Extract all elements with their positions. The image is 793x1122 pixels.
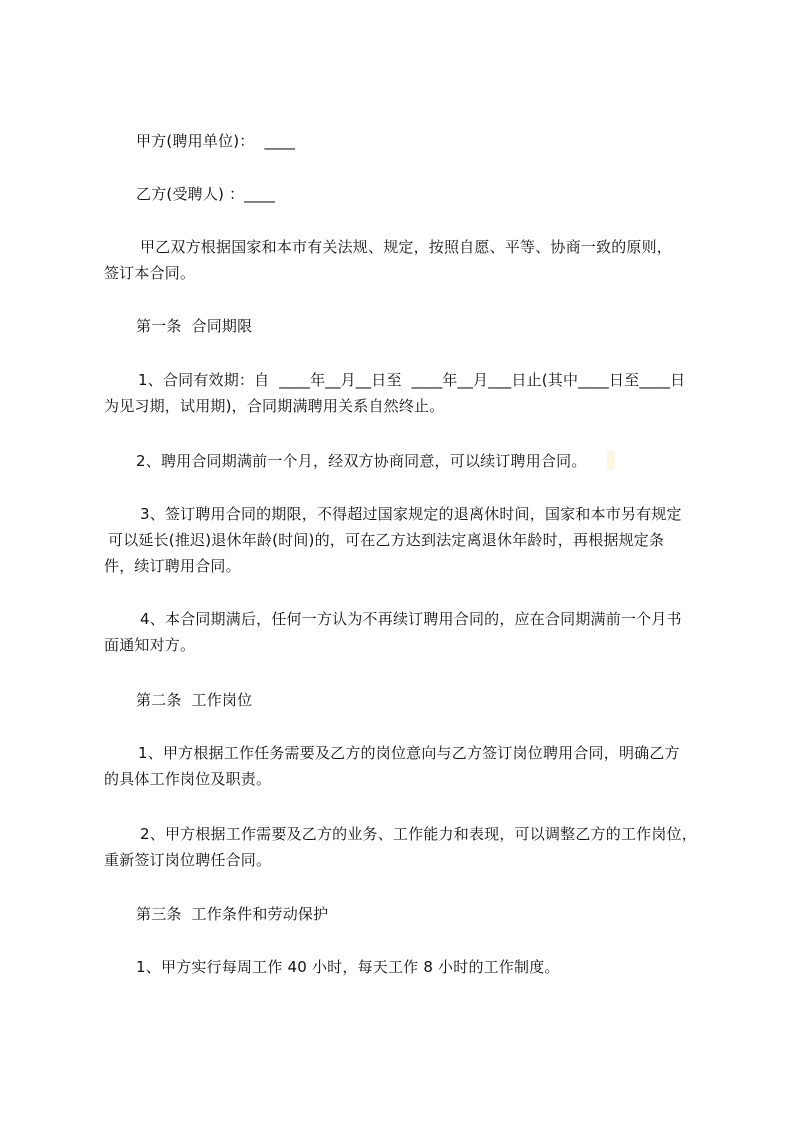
article1-item3-line-1: 3、签订聘用合同的期限，不得超过国家规定的退离休时间，国家和本市另有规定 bbox=[140, 505, 682, 523]
highlight-mark bbox=[607, 451, 615, 469]
article1-item1-line-2: 为见习期，试用期)，合同期满聘用关系自然终止。 bbox=[104, 397, 445, 415]
article2-heading: 第二条 工作岗位 bbox=[136, 691, 253, 709]
article3-heading: 第三条 工作条件和劳动保护 bbox=[136, 905, 329, 923]
article1-item1-line-1: 1、合同有效期：自 ____年__月__日至 ____年__月___日止(其中____日至____日 bbox=[138, 371, 686, 389]
article1-item3-line-2: 可以延长(推迟)退休年龄(时间)的，可在乙方达到法定离退休年龄时，再根据规定条 bbox=[108, 531, 665, 549]
article3-item1: 1、甲方实行每周工作 40 小时，每天工作 8 小时的工作制度。 bbox=[136, 958, 560, 976]
article1-item3-line-3: 件，续订聘用合同。 bbox=[104, 557, 241, 575]
article1-item2: 2、聘用合同期满前一个月，经双方协商同意，可以续订聘用合同。 bbox=[136, 452, 587, 470]
party-b-line: 乙方(受聘人) ：____ bbox=[136, 185, 276, 203]
party-a-line: 甲方(聘用单位)： ____ bbox=[136, 132, 296, 150]
article2-item1-line-1: 1、甲方根据工作任务需要及乙方的岗位意向与乙方签订岗位聘用合同，明确乙方 bbox=[138, 744, 680, 762]
article1-item4-line-1: 4、本合同期满后，任何一方认为不再续订聘用合同的，应在合同期满前一个月书 bbox=[140, 610, 682, 628]
preamble-line-2: 签订本合同。 bbox=[104, 264, 196, 282]
article2-item2-line-1: 2、甲方根据工作需要及乙方的业务、工作能力和表现，可以调整乙方的工作岗位， bbox=[140, 825, 697, 843]
preamble-line-1: 甲乙双方根据国家和本市有关法规、规定，按照自愿、平等、协商一致的原则， bbox=[140, 238, 673, 256]
article2-item2-line-2: 重新签订岗位聘任合同。 bbox=[104, 851, 272, 869]
article1-item4-line-2: 面通知对方。 bbox=[104, 636, 196, 654]
article1-heading: 第一条 合同期限 bbox=[136, 317, 253, 335]
article2-item1-line-2: 的具体工作岗位及职责。 bbox=[104, 770, 272, 788]
